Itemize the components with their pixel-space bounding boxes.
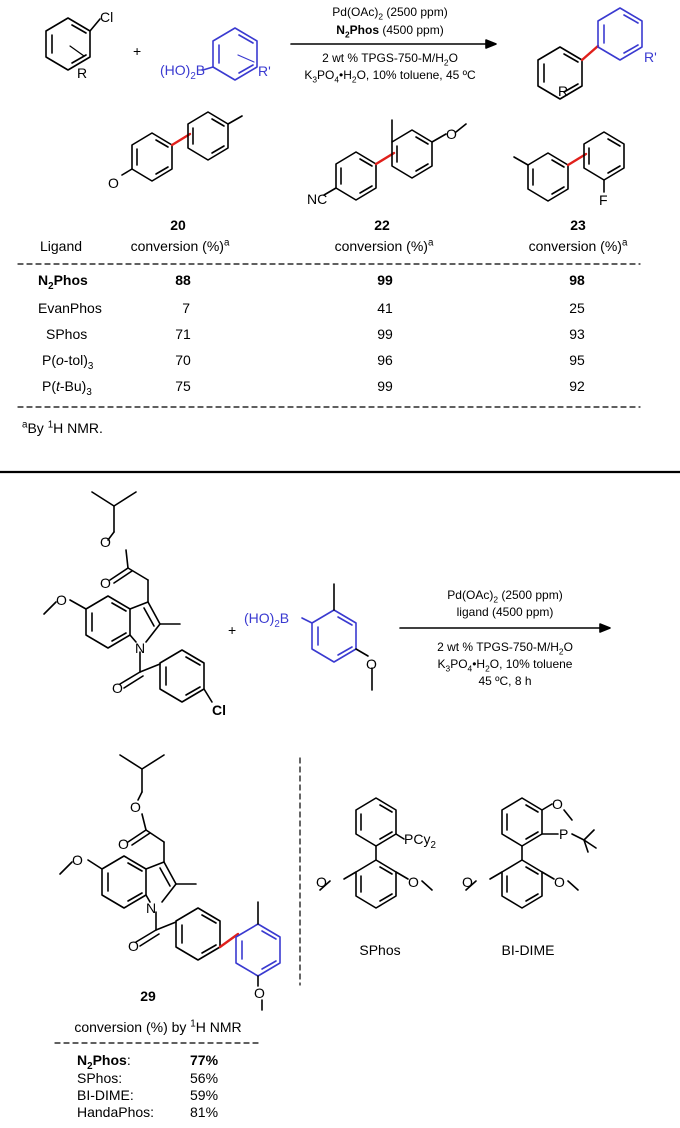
boronic-acid-2-structure <box>302 610 356 662</box>
result-value: 59% <box>190 1087 219 1103</box>
reagent-cl-label: Cl <box>212 702 226 718</box>
value-cell: 71 <box>175 326 191 342</box>
sphos-o-left: O <box>316 874 327 890</box>
conversion-title: conversion (%) by $^1$H NMR <box>74 1018 242 1035</box>
bidime-o-label: O <box>552 796 563 812</box>
bidime-p-label: P <box>559 826 569 842</box>
boronic-acid-2-substituents <box>334 584 372 690</box>
value-cell: 7 <box>182 300 190 316</box>
condition-base: $K_3PO_4•H_2O$, 10% toluene, 45 ºC <box>304 68 476 85</box>
compound-23-f-label: F <box>599 192 608 208</box>
compound-id-20: 20 <box>170 217 186 233</box>
product-benzoyl-o-label: O <box>128 938 139 954</box>
compound-id-22: 22 <box>374 217 390 233</box>
result-value: 56% <box>190 1070 219 1086</box>
condition-ligand: $N_2Phos$ (4500 ppm) <box>336 23 444 40</box>
compound-20-structure <box>122 112 242 181</box>
boronic-r-label: R' <box>258 63 271 79</box>
value-cell: 25 <box>569 300 585 316</box>
sphos-structure <box>320 798 432 908</box>
value-cell: 70 <box>175 352 191 368</box>
value-cell: 96 <box>377 352 393 368</box>
product-29-structure <box>60 755 280 1010</box>
value-cell: 88 <box>175 272 191 288</box>
chloro-label: Cl <box>100 9 114 25</box>
product-carbonyl-o-label: O <box>118 836 129 852</box>
result-ligand-n2phos: $N_2Phos$: <box>77 1052 131 1072</box>
reaction-arrow-2 <box>400 624 610 632</box>
value-cell: 93 <box>569 326 585 342</box>
header-conversion-20: conversion (%)$^a$ <box>130 237 230 254</box>
value-cell: 98 <box>569 272 585 288</box>
bidime-label: BI-DIME <box>501 942 555 958</box>
compound-23-structure <box>514 132 624 201</box>
ligand-cell-ptbu: $P(t-Bu)_3$ <box>42 378 92 398</box>
compound-22-structure <box>324 120 466 200</box>
biaryl-product-structure <box>538 8 642 99</box>
product-id-29: 29 <box>140 988 156 1004</box>
result-ligand: HandaPhos: <box>77 1104 155 1120</box>
chloroarene-structure <box>46 18 100 70</box>
product-r-label: R <box>558 83 569 99</box>
reaction-arrow-1 <box>291 40 496 48</box>
condition2-ligand: ligand (4500 ppm) <box>456 605 554 619</box>
compound-22-o-label: O <box>446 126 457 142</box>
result-value: 81% <box>190 1104 219 1120</box>
condition2-catalyst: $Pd(OAc)_2$ (2500 ppm) <box>447 588 563 605</box>
condition2-base: $K_3PO_4•H_2O$, 10% toluene <box>437 657 573 674</box>
result-value: 77% <box>190 1052 219 1068</box>
compound-22-nc-label: NC <box>307 191 328 207</box>
boronic-acid-2-label: $(HO)_2B$ <box>244 610 290 630</box>
product-methoxy2-o-label: O <box>254 985 265 1001</box>
condition2-temp-time: 45 ºC, 8 h <box>478 674 532 688</box>
header-ligand: Ligand <box>40 238 83 254</box>
indole-aryl-chloride-structure <box>44 492 212 702</box>
ligand-cell-n2phos: $N_2Phos$ <box>38 272 88 292</box>
carbonyl-o-label: O <box>100 575 111 591</box>
header-conversion-23: conversion (%)$^a$ <box>528 237 628 254</box>
ligand-cell-sphos: SPhos <box>46 326 88 342</box>
boronic-acid-structure <box>203 28 257 80</box>
ligand-cell-evanphos: EvanPhos <box>38 300 102 316</box>
boronic-acid-label: $(HO)_2B$ <box>160 62 206 82</box>
sphos-label: SPhos <box>359 942 401 958</box>
compound-20-o-label: O <box>108 175 119 191</box>
value-cell: 41 <box>377 300 393 316</box>
value-cell: 95 <box>569 352 585 368</box>
header-conversion-22: conversion (%)$^a$ <box>334 237 434 254</box>
result-ligand: SPhos: <box>77 1070 123 1086</box>
condition-surfactant: 2 wt % TPGS-$750-M/H_2O$ <box>322 51 458 68</box>
benzoyl-o-label: O <box>112 680 123 696</box>
ester-o-label: O <box>100 534 111 550</box>
product-indole-n-label: N <box>146 900 157 916</box>
boronic-2-o-label: O <box>366 656 377 672</box>
bidime-o-right: O <box>554 874 565 890</box>
bidime-structure <box>466 798 596 908</box>
value-cell: 92 <box>569 378 585 394</box>
compound-id-23: 23 <box>570 217 586 233</box>
indole-n-label: N <box>135 640 146 656</box>
plus-sign-2: + <box>228 622 237 638</box>
methoxy-o-label: O <box>56 592 67 608</box>
sphos-pcy2-label: PCy$_2$ <box>404 831 436 851</box>
result-ligand: BI-DIME: <box>77 1087 134 1103</box>
value-cell: 99 <box>377 272 393 288</box>
sphos-o-right: O <box>408 874 419 890</box>
ligand-cell-potol: $P(o-tol)_3$ <box>42 352 94 372</box>
r-substituent-label: R <box>77 65 88 81</box>
condition2-surfactant: 2 wt % TPGS-$750-M/H_2O$ <box>437 640 573 657</box>
plus-sign: + <box>133 43 142 59</box>
value-cell: 99 <box>377 378 393 394</box>
product-r2-label: R' <box>644 49 657 65</box>
table-footnote: $^a$By $^1$H NMR. <box>22 419 103 436</box>
bidime-o-left: O <box>462 874 473 890</box>
product-methoxy-o-label: O <box>72 852 83 868</box>
value-cell: 75 <box>175 378 191 394</box>
product-ester-o-label: O <box>130 799 141 815</box>
value-cell: 99 <box>377 326 393 342</box>
condition-catalyst: $Pd(OAc)_2$ (2500 ppm) <box>332 5 448 22</box>
